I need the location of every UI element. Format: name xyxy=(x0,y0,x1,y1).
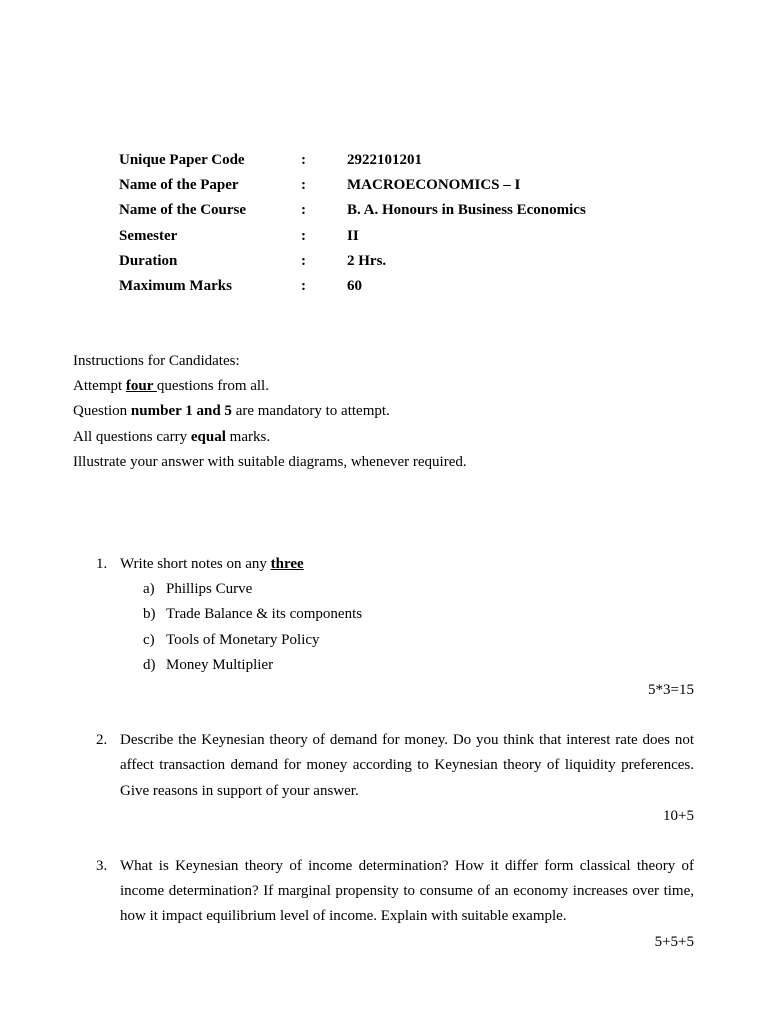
paper-details xyxy=(119,150,639,301)
question-number: 3. xyxy=(96,857,108,874)
detail-colon: : xyxy=(301,202,306,219)
detail-value: B. A. Honours in Business Economics xyxy=(347,202,586,219)
sub-question-letter: d) xyxy=(143,656,156,673)
question-3 xyxy=(96,854,694,955)
sub-question-text: Money Multiplier xyxy=(166,656,274,673)
question-marks: 10+5 xyxy=(663,807,694,824)
spacer xyxy=(96,703,694,728)
instruction-emphasis: number 1 and 5 xyxy=(130,403,232,420)
instruction-text: Attempt xyxy=(73,378,126,395)
detail-colon: : xyxy=(301,152,306,168)
detail-row-max-marks xyxy=(119,276,639,301)
instruction-emphasis: equal xyxy=(190,428,226,445)
question-text xyxy=(120,552,694,577)
sub-question-letter: a) xyxy=(143,581,155,598)
instruction-text: All questions carry xyxy=(73,428,191,445)
detail-row-semester xyxy=(119,226,639,251)
question-text-part: Write short notes on any xyxy=(120,556,271,572)
question-number: 2. xyxy=(96,732,108,749)
questions-list xyxy=(96,552,694,955)
sub-question xyxy=(120,653,694,678)
detail-value: 60 xyxy=(347,277,362,294)
instruction-text: Question xyxy=(73,403,131,420)
detail-row-course xyxy=(119,200,639,225)
instruction-attempt xyxy=(73,376,713,401)
detail-label: Maximum Marks xyxy=(119,277,232,294)
instruction-diagrams: Illustrate your answer with suitable diagrams, whenever required. xyxy=(73,453,467,470)
detail-label: Unique Paper Code xyxy=(119,152,245,168)
detail-value: MACROECONOMICS – I xyxy=(347,177,521,194)
instruction-emphasis: four xyxy=(125,378,157,395)
detail-colon: : xyxy=(301,252,306,269)
question-text: What is Keynesian theory of income determination? How it differ form classical theory of income determination? If marginal propensity to consume of an economy increases over time, how it impact equilibrium level of income. Explain with suitable example. xyxy=(120,857,694,925)
sub-question xyxy=(120,628,694,653)
sub-question-list xyxy=(120,577,694,678)
sub-question xyxy=(120,577,694,602)
detail-row-duration xyxy=(119,251,639,276)
detail-value: 2 Hrs. xyxy=(347,252,387,269)
question-2 xyxy=(96,728,694,829)
sub-question-letter: b) xyxy=(143,606,156,623)
sub-question-text: Trade Balance & its components xyxy=(166,606,363,623)
question-emphasis: three xyxy=(270,556,304,572)
question-marks: 5+5+5 xyxy=(654,933,694,950)
detail-value: 2922101201 xyxy=(347,152,422,168)
question-number: 1. xyxy=(96,556,108,572)
detail-label: Semester xyxy=(119,227,178,244)
detail-row-paper-name xyxy=(119,175,639,200)
question-1 xyxy=(96,552,694,703)
detail-label: Name of the Paper xyxy=(119,177,239,194)
question-text: Describe the Keynesian theory of demand for money. Do you think that interest rate does not affect transaction demand for money according to Keynesian theory of liquidity preferences. Give reasons in support of your answer. xyxy=(120,732,694,799)
instruction-text: marks. xyxy=(225,428,271,445)
detail-label: Name of the Course xyxy=(119,202,247,219)
detail-colon: : xyxy=(301,227,306,244)
instruction-text: questions from all. xyxy=(156,378,269,395)
instructions-block xyxy=(73,351,713,477)
spacer xyxy=(96,829,694,854)
sub-question xyxy=(120,602,694,627)
detail-row-paper-code xyxy=(119,150,639,175)
instruction-mandatory xyxy=(73,401,713,426)
sub-question-letter: c) xyxy=(143,631,155,648)
instruction-text: are mandatory to attempt. xyxy=(231,403,390,420)
instruction-marks xyxy=(73,427,713,452)
detail-value: II xyxy=(347,227,359,244)
detail-colon: : xyxy=(301,177,306,194)
sub-question-text: Tools of Monetary Policy xyxy=(166,631,320,648)
sub-question-text: Phillips Curve xyxy=(166,581,253,598)
detail-colon: : xyxy=(301,277,306,294)
detail-label: Duration xyxy=(119,252,178,269)
question-marks: 5*3=15 xyxy=(648,681,694,698)
instructions-heading: Instructions for Candidates: xyxy=(73,353,240,369)
